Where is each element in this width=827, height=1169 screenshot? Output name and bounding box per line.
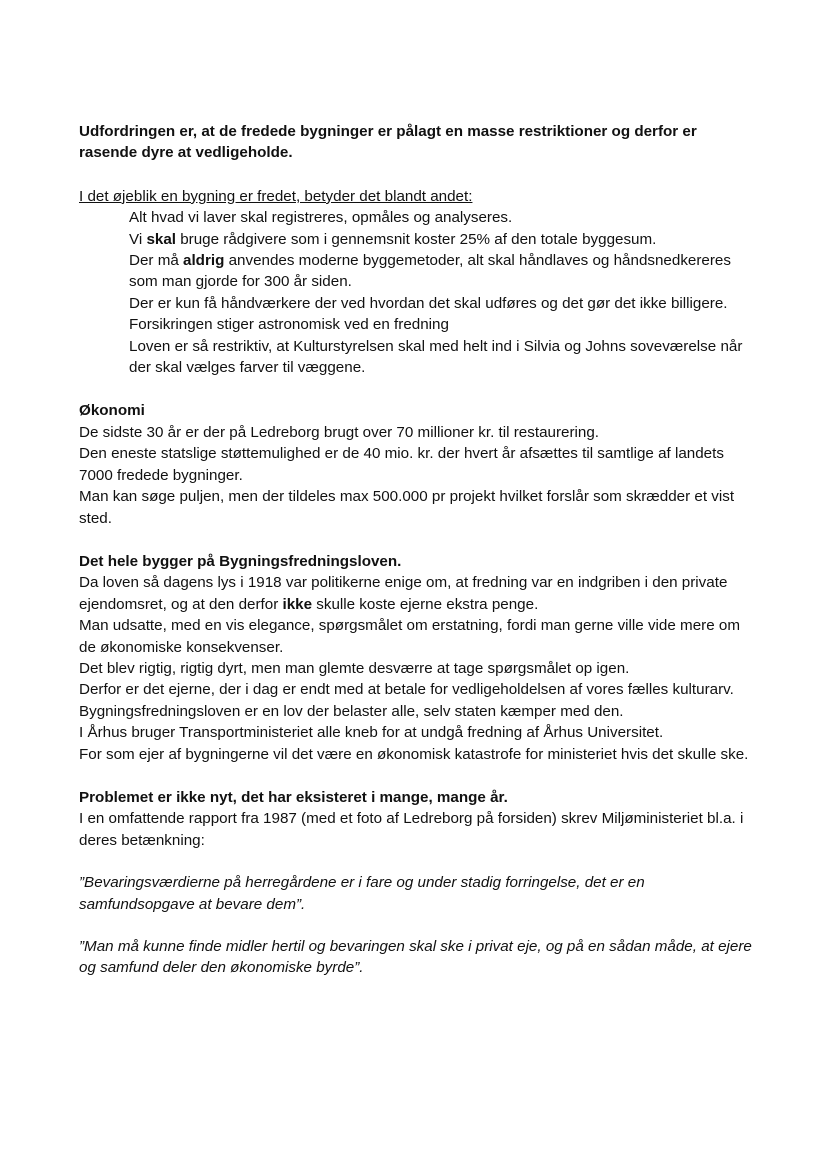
list-item: Forsikringen stiger astronomisk ved en fredning xyxy=(129,316,449,334)
list-item: Der må aldrig anvendes moderne byggemetoder, alt skal håndlaves og håndsnedkereres som man gjorde for 300 år siden. xyxy=(129,252,731,291)
law-heading: Det hele bygger på Bygningsfredningsloven. xyxy=(79,552,402,570)
intro-heading: Udfordringen er, at de fredede bygninger er pålagt en masse restriktioner og derfor er rasende dyre at vedligeholde. xyxy=(79,123,697,162)
law-line: Da loven så dagens lys i 1918 var politikerne enige om, at fredning var en indgriben i den private ejendomsret, og at den derfor ikke skulle koste ejerne ekstra penge. xyxy=(79,574,728,613)
list-item: Vi skal bruge rådgivere som i gennemsnit koster 25% af den totale byggesum. xyxy=(129,230,657,248)
law-line: Man udsatte, med en vis elegance, spørgsmålet om erstatning, fordi man gerne ville vide mere om de økonomiske konsekvenser. xyxy=(79,617,740,656)
law-line: Bygningsfredningsloven er en lov der belaster alle, selv staten kæmper med den. xyxy=(79,702,624,720)
quote-first: ”Bevaringsværdierne på herregårdene er i fare og under stadig forringelse, det er en samfundsopgave at bevare dem”. xyxy=(79,874,645,913)
restriction-list xyxy=(79,207,759,378)
document-page xyxy=(79,121,759,979)
law-line: Det blev rigtig, rigtig dyrt, men man glemte desværre at tage spørgsmålet op igen. xyxy=(79,659,630,677)
quote-second: ”Man må kunne finde midler hertil og bevaringen skal ske i privat eje, og på en sådan måde, at ejere og samfund deler den økonomiske byrde”. xyxy=(79,938,752,977)
economy-line: Den eneste statslige støttemulighed er de 40 mio. kr. der hvert år afsættes til samtlige af landets 7000 fredede bygninger. xyxy=(79,445,724,484)
problem-text: I en omfattende rapport fra 1987 (med et foto af Ledreborg på forsiden) skrev Miljøministeriet bl.a. i deres betænkning: xyxy=(79,810,744,849)
list-title: I det øjeblik en bygning er fredet, betyder det blandt andet: xyxy=(79,187,473,205)
law-line: For som ejer af bygningerne vil det være en økonomisk katastrofe for ministeriet hvis det skulle ske. xyxy=(79,745,749,763)
economy-heading: Økonomi xyxy=(79,402,145,420)
economy-line: De sidste 30 år er der på Ledreborg brugt over 70 millioner kr. til restaurering. xyxy=(79,423,600,441)
law-line: Derfor er det ejerne, der i dag er endt med at betale for vedligeholdelsen af vores fælles kulturarv. xyxy=(79,681,734,699)
list-item: Loven er så restriktiv, at Kulturstyrelsen skal med helt ind i Silvia og Johns soveværelse når der skal vælges farver til væggene. xyxy=(129,337,743,377)
list-item: Der er kun få håndværkere der ved hvordan det skal udføres og det gør det ikke billigere. xyxy=(129,294,728,312)
economy-line: Man kan søge puljen, men der tildeles max 500.000 pr projekt hvilket forslår som skrædder et vist sted. xyxy=(79,488,735,527)
problem-heading: Problemet er ikke nyt, det har eksisteret i mange, mange år. xyxy=(79,788,508,806)
law-line: I Århus bruger Transportministeriet alle kneb for at undgå fredning af Århus Universitet. xyxy=(79,724,664,742)
list-item: Alt hvad vi laver skal registreres, opmåles og analyseres. xyxy=(129,209,513,227)
